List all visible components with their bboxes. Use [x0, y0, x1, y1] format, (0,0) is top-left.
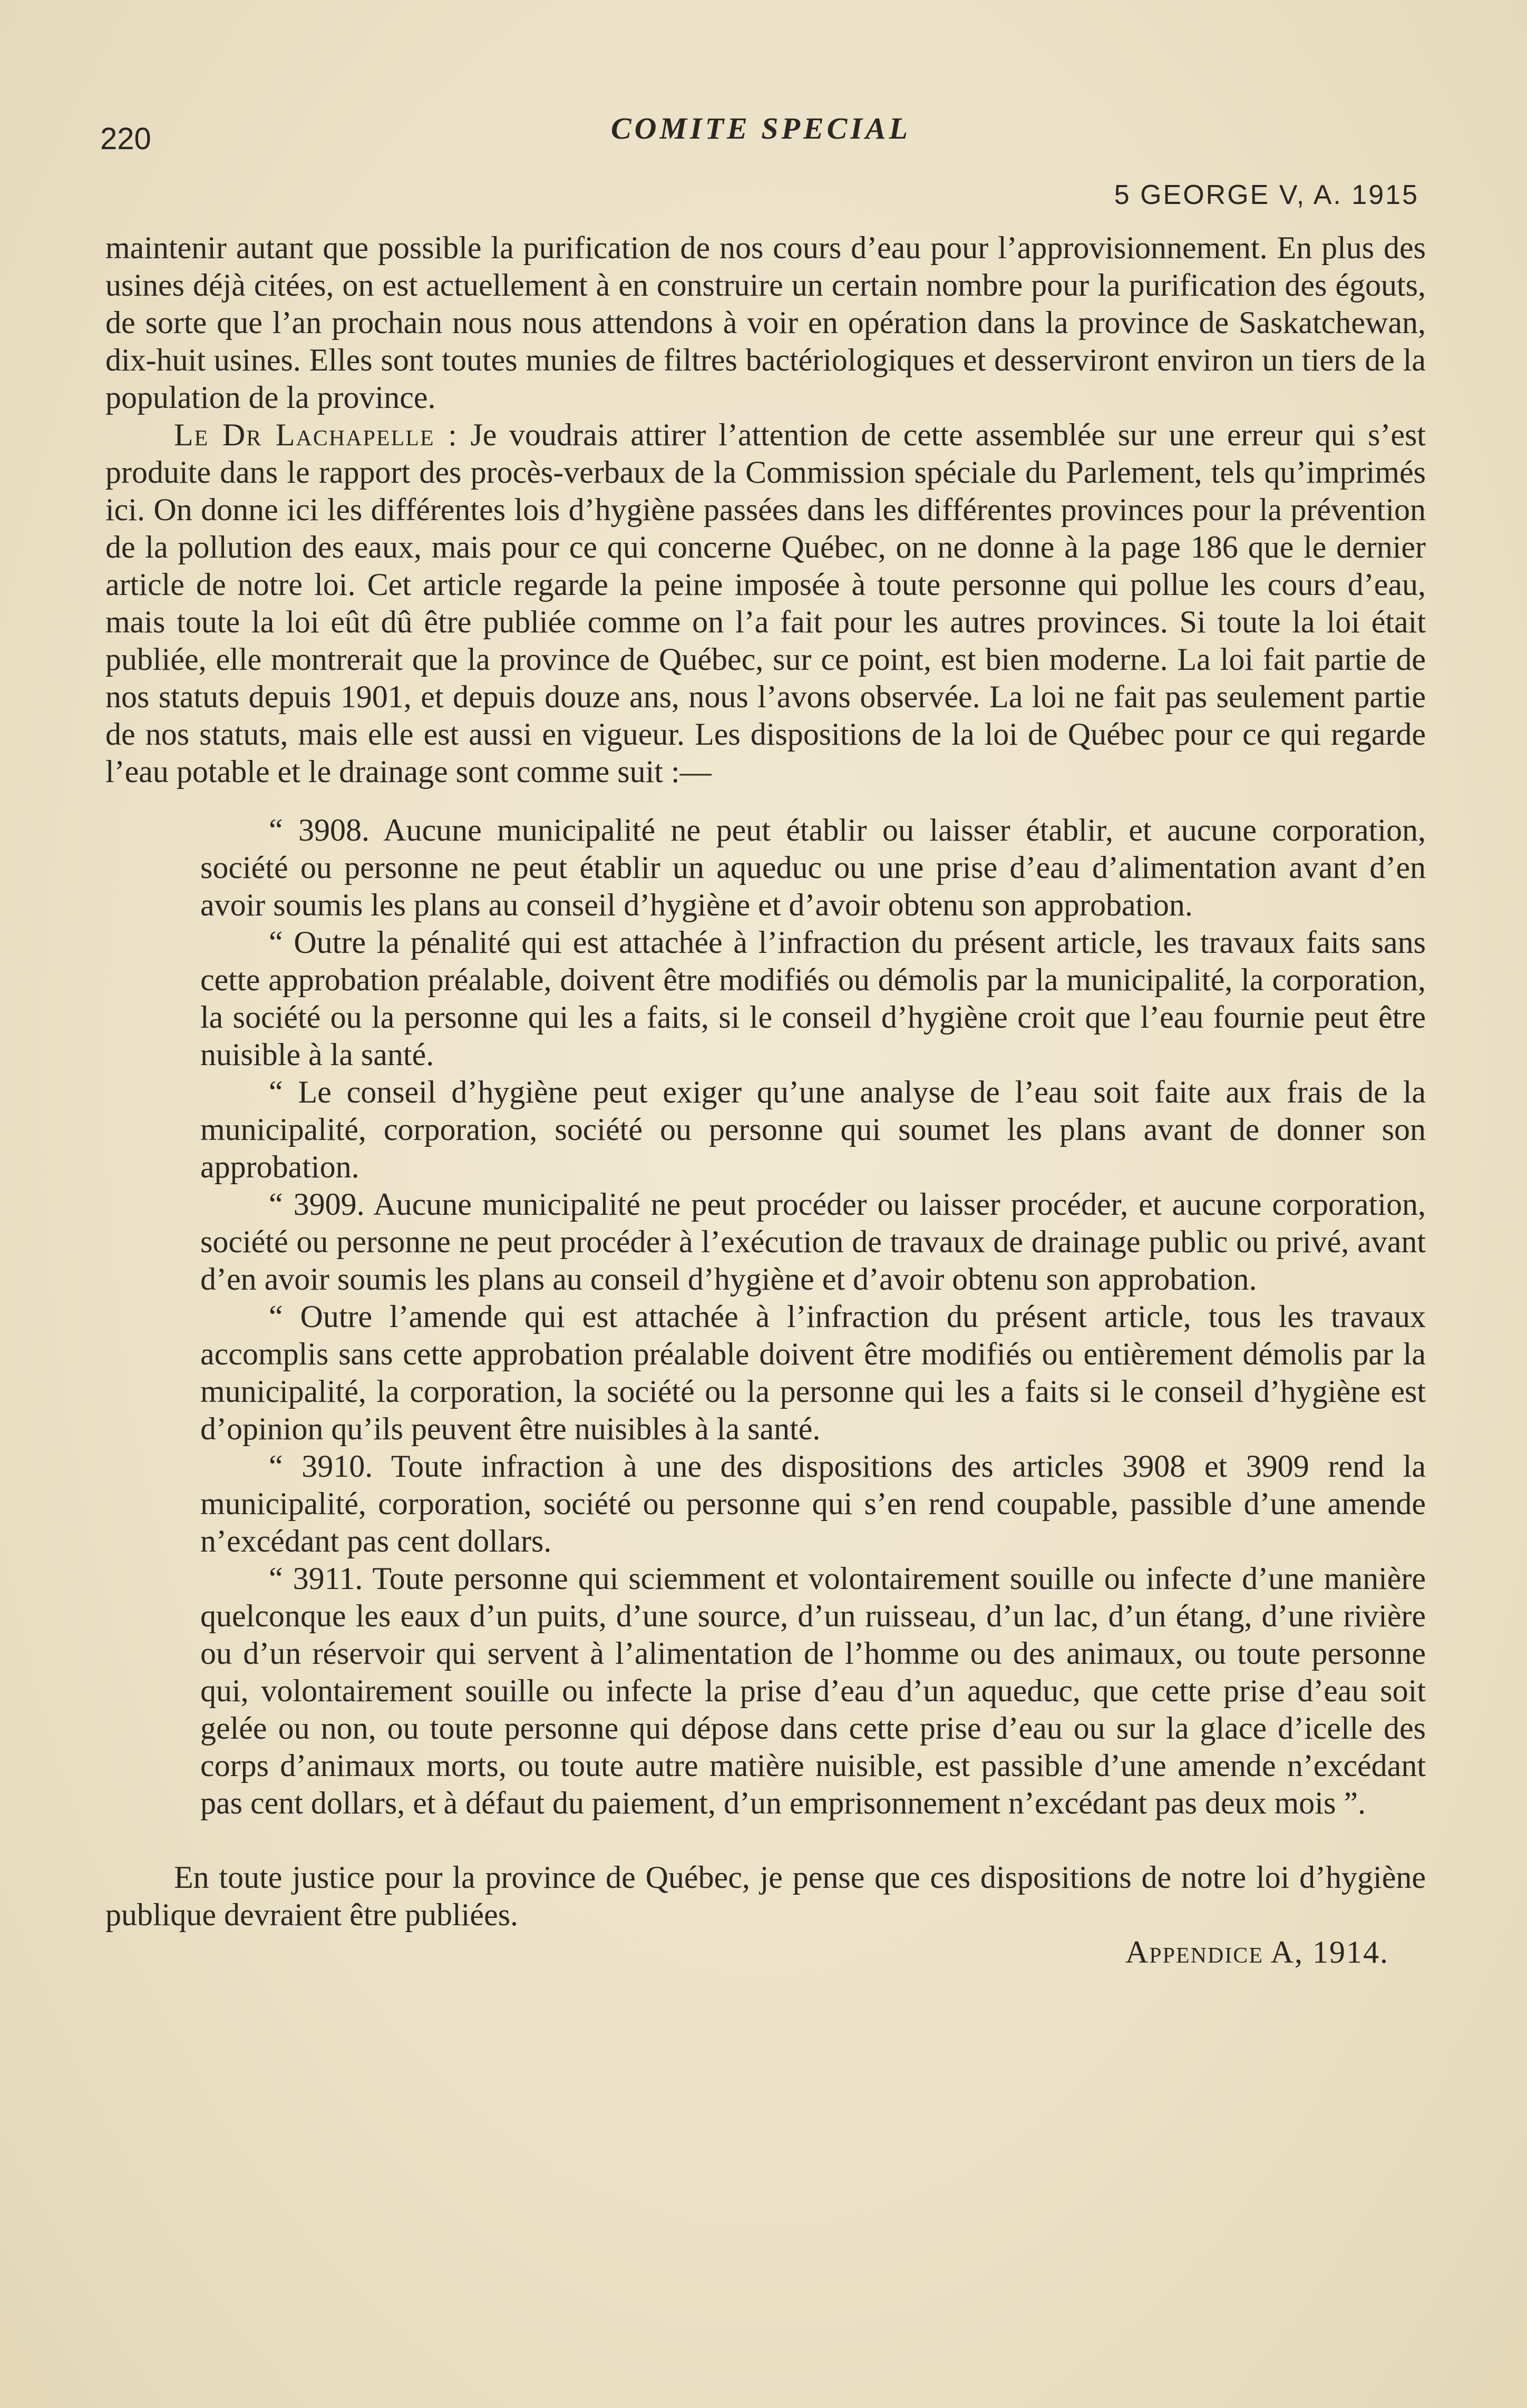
quote-article-3911: “ 3911. Toute personne qui sciemment et volontairement souille ou infecte d’une manière quelconque les eaux d’un puits, d’une source, d’un ruisseau, d’un lac, d’un étang, d’une rivière ou d’un réservoir qui servent à l’alimentation de l’homme ou des animaux, ou toute personne qui, volontairement souille ou infecte la prise d’eau d’un aqueduc, que cette prise d’eau soit gelée ou non, ou toute personne qui dépose dans cette prise d’eau ou sur la glace d’icelle des corps d’animaux morts, ou toute autre matière nuisible, est passible d’une amende n’excédant pas cent dollars, et à défaut du paiement, d’un emprisonnement n’excédant pas deux mois ”. [200, 1561, 1426, 1820]
closing-paragraph: En toute justice pour la province de Québec, je pense que ces dispositions de notre loi d’hygiène publique devraient être publiées. [105, 1860, 1426, 1932]
quote-article-3909: “ 3909. Aucune municipalité ne peut procéder ou laisser procéder, et aucune corporation, société ou personne ne peut procéder à l’exécution de travaux de drainage public ou privé, avant d’en avoir soumis les plans au conseil d’hygiène et d’avoir obtenu son approbation. [200, 1187, 1426, 1296]
intro-paragraph: maintenir autant que possible la purification de nos cours d’eau pour l’approvisionnement. En plus des usines déjà citées, on est actuellement à en construire un certain nombre pour la purification des égouts, de sorte que l’an prochain nous nous attendons à voir en opération dans la province de Saskatchewan, dix-huit usines. Elles sont toutes munies de filtres bactériologiques et desserviront environ un tiers de la population de la province. [105, 230, 1426, 415]
page-header [100, 111, 1422, 158]
session-reference: 5 GEORGE V, A. 1915 [1114, 180, 1419, 210]
speaker-name: Le Dr Lachapelle : [174, 417, 458, 452]
quoted-law-block [200, 812, 1426, 1822]
quote-penalty-3909: “ Outre l’amende qui est attachée à l’infraction du présent article, tous les travaux accomplis sans cette approbation préalable doivent être modifiés ou entièrement démolis par la municipalité, la corporation, la société ou la personne qui les a faits si le conseil d’hygiène est d’opinion qu’ils peuvent être nuisibles à la santé. [200, 1299, 1426, 1446]
speech-text: Je voudrais attirer l’attention de cette assemblée sur une erreur qui s’est produite dans le rapport des procès-verbaux de la Commission spéciale du Parlement, tels qu’imprimés ici. On donne ici les différentes lois d’hygiène passées dans les différentes provinces pour la prévention de la pollution des eaux, mais pour ce qui concerne Québec, on ne donne à la page 186 que le dernier article de notre loi. Cet article regarde la peine imposée à toute personne qui pollue les cours d’eau, mais toute la loi eût dû être publiée comme on l’a fait pour les autres provinces. Si toute la loi était publiée, elle montrerait que la province de Québec, sur ce point, est bien moderne. La loi fait partie de nos statuts depuis 1901, et depuis douze ans, nous l’avons observée. La loi ne fait pas seulement partie de nos statuts, mais elle est aussi en vigueur. Les dispositions de la loi de Québec pour ce qui regarde l’eau potable et le drainage sont comme suit :— [105, 417, 1426, 789]
quote-article-3908: “ 3908. Aucune municipalité ne peut établir ou laisser établir, et aucune corporation, société ou personne ne peut établir un aqueduc ou une prise d’eau d’alimentation avant d’en avoir soumis les plans au conseil d’hygiène et d’avoir obtenu son approbation. [200, 813, 1426, 922]
quote-analysis: “ Le conseil d’hygiène peut exiger qu’une analyse de l’eau soit faite aux frais de la municipalité, corporation, société ou personne qui soumet les plans avant de donner son approbation. [200, 1075, 1426, 1184]
page-number: 220 [100, 122, 151, 156]
speech-paragraph [105, 416, 1426, 791]
quote-penalty-3908: “ Outre la pénalité qui est attachée à l’infraction du présent article, les travaux faits sans cette approbation préalable, doivent être modifiés ou démolis par la municipalité, la corporation, la société ou la personne qui les a faits, si le conseil d’hygiène croit que l’eau fournie peut être nuisible à la santé. [200, 925, 1426, 1072]
body-text [105, 229, 1426, 1971]
quote-article-3910: “ 3910. Toute infraction à une des dispositions des articles 3908 et 3909 rend la municipalité, corporation, société ou personne qui s’en rend coupable, passible d’une amende n’excédant pas cent dollars. [200, 1449, 1426, 1558]
appendix-reference: Appendice A, 1914. [1125, 1935, 1389, 1970]
running-title: COMITE SPECIAL [610, 111, 911, 145]
